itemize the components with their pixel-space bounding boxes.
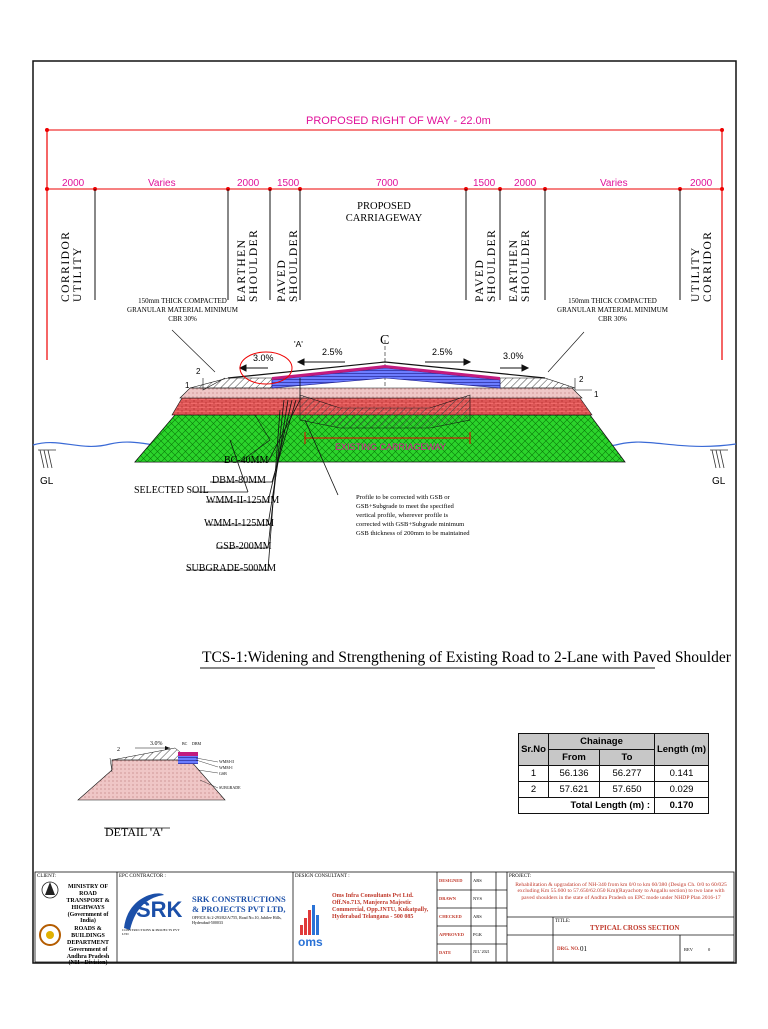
client-rnb: ROADS & BUILDINGS DEPARTMENT Government of Andhra Pradesh (NH - Division) [66,926,110,967]
dim-utility-left: 2000 [62,178,85,189]
zone-earthen-left: EARTHEN SHOULDER [236,228,261,302]
sig-approved: APPROVED [439,932,464,937]
title-label: TITLE: [555,919,571,924]
col-srno: Sr.No [519,734,549,766]
row-sr: 1 [519,766,549,782]
slope-right-carriageway: 2.5% [432,347,453,357]
side-slope-v-left: 1 [185,381,190,390]
srk-logo: SRK [136,897,183,922]
zone-utility-left: CORRIDOR UTILITY [60,230,85,302]
revision-value: 0 [708,947,711,952]
revision-label: REV [684,947,693,952]
zone-paved-left: PAVED SHOULDER [276,228,301,302]
granular-note-left: 150mm THICK COMPACTED GRANULAR MATERIAL MINIMUM CBR 30% [127,297,238,324]
row-from: 56.136 [549,766,600,782]
right-of-way-label: PROPOSED RIGHT OF WAY - 22.0m [306,115,491,127]
ground-level-right: GL [712,476,726,487]
layer-gsb: GSB-200MM [216,541,272,552]
col-from: From [549,750,600,766]
slope-left-carriageway: 2.5% [322,347,343,357]
slope-left-shoulder: 3.0% [253,353,274,363]
row-to: 56.277 [600,766,655,782]
zone-earthen-right: EARTHEN SHOULDER [508,228,533,302]
table-row [519,766,709,782]
dim-earthen-left: 2000 [237,178,260,189]
ground-level-left: GL [40,476,54,487]
total-label: Total Length (m) : [519,798,655,814]
col-length: Length (m) [655,734,709,766]
table-row [519,782,709,798]
sig-drawn: DRAWN [439,896,457,901]
side-slope-h-right: 2 [579,375,584,384]
srk-logo-sub: CONSTRUCTIONS & PROJECTS PVT LTD [122,928,180,937]
sig-name-date: JUL' 2021 [473,949,490,954]
layer-subgrade: SUBGRADE-500MM [186,563,277,574]
existing-carriageway-label: EXISTING CARRIAGEWAY [335,442,447,452]
layer-wmm-ii: WMM-II-125MM [206,495,280,506]
detail-tag-wmm-ii: WMM-II [219,759,234,764]
consultant-name: Oms Infra Consultants Pvt Ltd. Off.No.713, Manjeera Majestic Commercial, Opp.JNTU, Kukatpally, Hyderabad Telangana - 500 085 [332,893,429,920]
drawing-number: 01 [580,945,587,953]
zone-utility-right: UTILITY CORRIDOR [690,230,715,302]
profile-correction-note: Profile to be corrected with GSB or GSB+Subgrade to meet the specified vertical profile, wherever profile is corrected with GSB+Subgrade minimum GSB thickness of 200mm to be maintained [356,494,470,537]
layer-bc: BC-40MM [224,455,269,466]
epc-address: OFFICE At 2-293/82/A/755, Road No.10, Jubilee Hills, Hyderabad-500033 [192,915,282,925]
total-value: 0.170 [655,798,709,814]
row-from: 57.621 [549,782,600,798]
row-sr: 2 [519,782,549,798]
detail-tag-wmm-i: WMM-I [219,765,233,770]
zone-carriageway: PROPOSED CARRIAGEWAY [345,201,423,225]
project-description: Rehabilitation & upgradation of NH-340 from km 0/0 to km 60/380 (Design Ch. 0/0 to 60/025 excluding Km 55.600 to 57.650/62.050 Km)(Rayachoty to Angallu section) to two lane with paved shoulders in the state of Andhra Pradesh on EPC mode under NHDP Plan 2016-17 [515,882,727,901]
dim-paved-right: 1500 [473,178,496,189]
dim-varies-right: Varies [600,178,628,189]
layer-dbm: DBM-80MM [212,475,266,486]
col-chainage: Chainage [549,734,655,750]
sig-date: DATE [439,950,452,955]
dim-utility-right: 2000 [690,178,713,189]
project-label: PROJECT: [509,874,532,879]
sig-designed: DESIGNED [439,878,463,883]
sig-name-checked: ARS [473,914,482,919]
side-slope-h-left: 2 [196,367,201,376]
client-ministry: MINISTRY OF ROAD TRANSPORT & HIGHWAYS (Government of India) [66,884,110,925]
consultant-label: DESIGN CONSULTANT : [295,874,350,879]
drawing-number-label: DRG. NO. [557,947,580,952]
sig-name-drawn: NVS [473,896,483,901]
col-to: To [600,750,655,766]
dim-earthen-right: 2000 [514,178,537,189]
detail-tag-dbm: DBM [192,741,202,746]
row-length: 0.141 [655,766,709,782]
layer-selected-soil: SELECTED SOIL [134,485,209,496]
drawing-title-block: TYPICAL CROSS SECTION [590,924,680,932]
detail-slope: 3.0% [150,741,163,747]
detail-a-reference: 'A' [294,339,303,349]
detail-a-label: DETAIL 'A' [105,825,163,839]
granular-note-right: 150mm THICK COMPACTED GRANULAR MATERIAL MINIMUM CBR 30% [557,297,668,324]
side-slope-v-right: 1 [594,390,599,399]
dim-paved-left: 1500 [277,178,300,189]
detail-side-slope: 2 [117,747,120,753]
epc-name: SRK CONSTRUCTIONS & PROJECTS PVT LTD, [192,894,286,914]
zone-paved-right: PAVED SHOULDER [474,228,499,302]
sig-name-designed: ARS [473,878,482,883]
centre-line-symbol: C [380,333,390,348]
epc-label: EPC CONTRACTOR : [119,874,166,879]
row-length: 0.029 [655,782,709,798]
layer-wmm-i: WMM-I-125MM [204,518,274,529]
oms-logo: oms [298,935,323,949]
row-to: 57.650 [600,782,655,798]
slope-right-shoulder: 3.0% [503,351,524,361]
client-label: CLIENT: [37,874,56,879]
detail-tag-subgrade: SUBGRADE [219,785,241,790]
dim-carriageway: 7000 [376,178,399,189]
sig-checked: CHECKED [439,914,462,919]
chainage-table [518,733,709,814]
detail-tag-bc: BC [182,741,188,746]
drawing-title: TCS-1:Widening and Strengthening of Existing Road to 2-Lane with Paved Shoulder [202,649,731,666]
detail-tag-gsb: GSB [219,771,227,776]
sig-name-approved: PGK [473,932,483,937]
dim-varies-left: Varies [148,178,176,189]
